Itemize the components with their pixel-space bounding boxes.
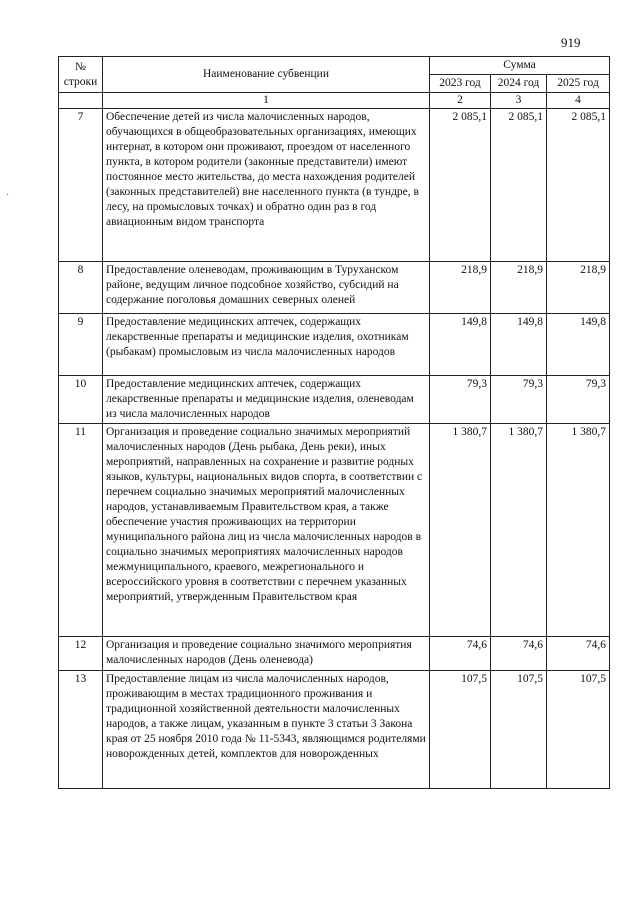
amount-2023: 79,3 bbox=[430, 376, 491, 424]
amount-2024: 1 380,7 bbox=[491, 424, 547, 637]
column-index: 3 bbox=[491, 93, 547, 109]
table-row bbox=[59, 671, 610, 789]
amount-2024: 2 085,1 bbox=[491, 109, 547, 262]
subsidy-name: Предоставление медицинских аптечек, содержащих лекарственные препараты и медицинские изделия, охотникам (рыбакам) промысловым из числа малочисленных народов bbox=[103, 314, 430, 376]
page-number: 919 bbox=[561, 35, 581, 50]
table-row bbox=[59, 376, 610, 424]
table-row bbox=[59, 637, 610, 671]
amount-2023: 1 380,7 bbox=[430, 424, 491, 637]
amount-2023: 2 085,1 bbox=[430, 109, 491, 262]
header-subsidy-name: Наименование субвенции bbox=[103, 57, 430, 93]
row-number: 11 bbox=[59, 424, 103, 637]
table-row bbox=[59, 109, 610, 262]
row-number: 10 bbox=[59, 376, 103, 424]
table-row bbox=[59, 262, 610, 314]
amount-2025: 1 380,7 bbox=[547, 424, 610, 637]
amount-2025: 2 085,1 bbox=[547, 109, 610, 262]
table-row bbox=[59, 314, 610, 376]
amount-2025: 218,9 bbox=[547, 262, 610, 314]
subsidy-name: Предоставление медицинских аптечек, содержащих лекарственные препараты и медицинские изделия, оленеводам из числа малочисленных народов bbox=[103, 376, 430, 424]
amount-2024: 149,8 bbox=[491, 314, 547, 376]
row-number: 7 bbox=[59, 109, 103, 262]
amount-2025: 74,6 bbox=[547, 637, 610, 671]
amount-2023: 218,9 bbox=[430, 262, 491, 314]
subsidy-name: Предоставление лицам из числа малочисленных народов, проживающим в местах традиционного проживания и традиционной хозяйственной деятельности малочисленных народов, а также лицам, указанным в пункте 3 статьи 3 Закона края от 25 ноября 2010 года № 11-5343, являющимся родителями новорожденных детей, комплектов для новорожденных bbox=[103, 671, 430, 789]
amount-2025: 107,5 bbox=[547, 671, 610, 789]
amount-2025: 149,8 bbox=[547, 314, 610, 376]
amount-2023: 149,8 bbox=[430, 314, 491, 376]
amount-2024: 74,6 bbox=[491, 637, 547, 671]
amount-2024: 218,9 bbox=[491, 262, 547, 314]
header-num-label: строки bbox=[63, 75, 98, 88]
table-row bbox=[59, 424, 610, 637]
margin-mark: · bbox=[6, 190, 10, 201]
subsidy-name: Обеспечение детей из числа малочисленных народов, обучающихся в общеобразовательных организациях, имеющих интернат, в котором они проживают, проездом от населенного пункта, в котором родители (законные представители) имеют постоянное место жительства, до места нахождения родителей (законных представителей) вне населенного пункта (в тундре, в лесу, на промысловых точках) и обратно один раз в год авиационным видом транспорта bbox=[103, 109, 430, 262]
row-number: 12 bbox=[59, 637, 103, 671]
amount-2023: 74,6 bbox=[430, 637, 491, 671]
column-index: 2 bbox=[430, 93, 491, 109]
column-index-row bbox=[59, 93, 610, 109]
subsidy-name: Организация и проведение социально значимых мероприятий малочисленных народов (День рыбака, День реки), иных мероприятий, направленных на сохранение и развитие родных языков, культуры, национальных видов спорта, в соответствии с перечнем социально значимых мероприятий малочисленных народов, устанавливаемым Правительством края, а также обеспечение участия проживающих на территории муниципального района лиц из числа малочисленных народов в социально значимых мероприятиях малочисленных народов межмуниципального, краевого, межрегионального и всероссийского уровня в соответствии с перечнем указанных мероприятий, утвержденным Правительством края bbox=[103, 424, 430, 637]
header-year-2024: 2024 год bbox=[491, 75, 547, 93]
header-sum: Сумма bbox=[430, 57, 610, 75]
subsidies-table bbox=[58, 56, 610, 789]
header-year-2025: 2025 год bbox=[547, 75, 610, 93]
column-index: 4 bbox=[547, 93, 610, 109]
amount-2023: 107,5 bbox=[430, 671, 491, 789]
table-header bbox=[59, 57, 610, 109]
column-index: 1 bbox=[103, 93, 430, 109]
row-number: 13 bbox=[59, 671, 103, 789]
subsidy-name: Предоставление оленеводам, проживающим в Туруханском районе, ведущим личное подсобное хозяйство, субсидий на содержание поголовья домашних северных оленей bbox=[103, 262, 430, 314]
amount-2024: 107,5 bbox=[491, 671, 547, 789]
header-num-symbol: № bbox=[75, 60, 86, 73]
header-row-number bbox=[59, 57, 103, 93]
row-number: 8 bbox=[59, 262, 103, 314]
amount-2025: 79,3 bbox=[547, 376, 610, 424]
row-number: 9 bbox=[59, 314, 103, 376]
subsidy-name: Организация и проведение социально значимого мероприятия малочисленных народов (День оленевода) bbox=[103, 637, 430, 671]
header-year-2023: 2023 год bbox=[430, 75, 491, 93]
amount-2024: 79,3 bbox=[491, 376, 547, 424]
